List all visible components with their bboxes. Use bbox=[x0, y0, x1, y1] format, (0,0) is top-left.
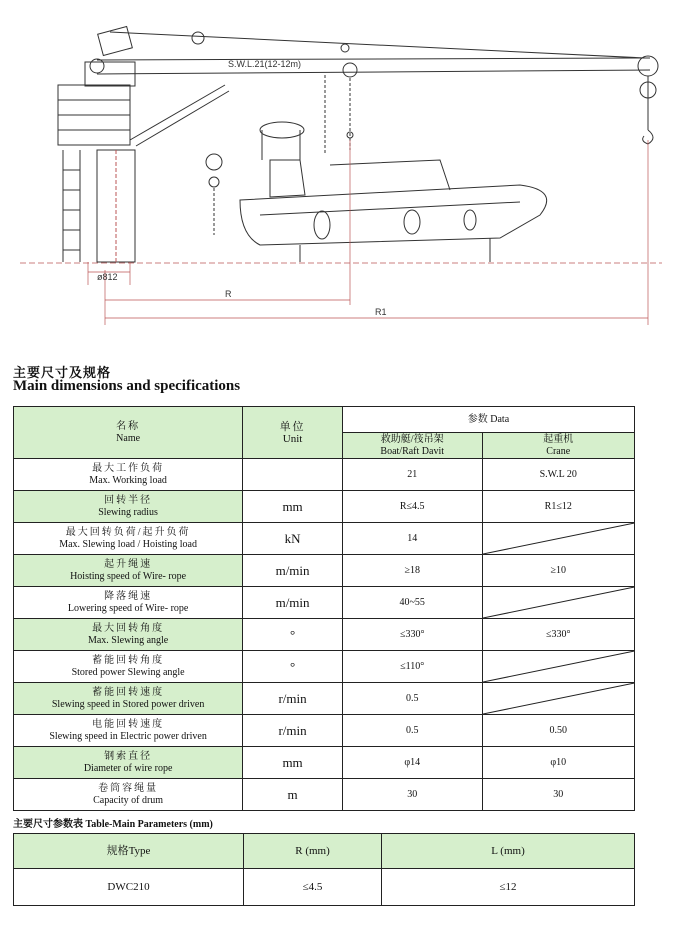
spec-crane-value: φ10 bbox=[482, 747, 635, 779]
spec-crane-empty bbox=[482, 587, 635, 619]
spec-name: 蓄能回转速度 Slewing speed in Stored power driven bbox=[14, 683, 243, 715]
spec-unit: r/min bbox=[243, 683, 343, 715]
spec-crane-value: 30 bbox=[482, 779, 635, 811]
spec-crane-empty bbox=[482, 683, 635, 715]
spec-unit: m bbox=[243, 779, 343, 811]
spec-boat-value: ≤330° bbox=[342, 619, 482, 651]
dimension-r1-label: R1 bbox=[375, 307, 387, 317]
diagonal-strike bbox=[483, 651, 635, 682]
spec-row bbox=[14, 459, 635, 491]
spec-crane-value: S.W.L 20 bbox=[482, 459, 635, 491]
spec-name: 蓄能回转角度 Stored power Slewing angle bbox=[14, 651, 243, 683]
spec-name: 钢索直径 Diameter of wire rope bbox=[14, 747, 243, 779]
header-crane: 起重机 Crane bbox=[482, 433, 635, 459]
params-cell-r: ≤4.5 bbox=[244, 869, 382, 906]
params-cell-type: DWC210 bbox=[14, 869, 244, 906]
diagonal-strike bbox=[483, 683, 635, 714]
spec-name: 回转半径 Slewing radius bbox=[14, 491, 243, 523]
spec-row bbox=[14, 619, 635, 651]
spec-row bbox=[14, 747, 635, 779]
spec-crane-value: 0.50 bbox=[482, 715, 635, 747]
main-parameters-table bbox=[13, 833, 635, 906]
spec-unit: m/min bbox=[243, 587, 343, 619]
spec-boat-value: 0.5 bbox=[342, 683, 482, 715]
spec-name: 卷筒容绳量 Capacity of drum bbox=[14, 779, 243, 811]
spec-boat-value: 14 bbox=[342, 523, 482, 555]
spec-unit: mm bbox=[243, 491, 343, 523]
header-unit: 单位 Unit bbox=[243, 407, 343, 459]
spec-row bbox=[14, 523, 635, 555]
spec-row bbox=[14, 651, 635, 683]
header-name: 名称 Name bbox=[14, 407, 243, 459]
spec-boat-value: R≤4.5 bbox=[342, 491, 482, 523]
dimension-r-label: R bbox=[225, 289, 232, 299]
spec-unit: r/min bbox=[243, 715, 343, 747]
params-header-l: L (mm) bbox=[382, 834, 635, 869]
spec-boat-value: 21 bbox=[342, 459, 482, 491]
spec-boat-value: 0.5 bbox=[342, 715, 482, 747]
specifications-table bbox=[13, 406, 635, 811]
spec-name: 最大回转负荷/起升负荷 Max. Slewing load / Hoisting load bbox=[14, 523, 243, 555]
spec-unit: mm bbox=[243, 747, 343, 779]
params-header-type: 规格Type bbox=[14, 834, 244, 869]
spec-boat-value: 40~55 bbox=[342, 587, 482, 619]
diagonal-strike bbox=[483, 523, 635, 554]
spec-crane-value: ≥10 bbox=[482, 555, 635, 587]
spec-boat-value: ≥18 bbox=[342, 555, 482, 587]
spec-name: 最大工作负荷 Max. Working load bbox=[14, 459, 243, 491]
spec-boat-value: 30 bbox=[342, 779, 482, 811]
spec-crane-empty bbox=[482, 651, 635, 683]
header-data: 参数 Data bbox=[342, 407, 634, 433]
spec-row bbox=[14, 715, 635, 747]
spec-unit: ° bbox=[243, 619, 343, 651]
section-heading-en: Main dimensions and specifications bbox=[13, 378, 241, 394]
spec-boat-value: ≤110° bbox=[342, 651, 482, 683]
params-cell-l: ≤12 bbox=[382, 869, 635, 906]
spec-row bbox=[14, 779, 635, 811]
params-heading: 主要尺寸参数表 Table-Main Parameters (mm) bbox=[13, 819, 213, 830]
spec-crane-value: R1≤12 bbox=[482, 491, 635, 523]
spec-crane-value: ≤330° bbox=[482, 619, 635, 651]
spec-row bbox=[14, 555, 635, 587]
header-boat-davit: 救助艇/筏吊架 Boat/Raft Davit bbox=[342, 433, 482, 459]
spec-unit: m/min bbox=[243, 555, 343, 587]
dimension-base-label: ø812 bbox=[97, 272, 118, 282]
spec-unit: ° bbox=[243, 651, 343, 683]
spec-row bbox=[14, 587, 635, 619]
spec-name: 电能回转速度 Slewing speed in Electric power driven bbox=[14, 715, 243, 747]
spec-row bbox=[14, 683, 635, 715]
spec-name: 降落绳速 Lowering speed of Wire- rope bbox=[14, 587, 243, 619]
swl-label: S.W.L.21(12-12m) bbox=[228, 59, 302, 69]
spec-name: 最大回转角度 Max. Slewing angle bbox=[14, 619, 243, 651]
spec-unit bbox=[243, 459, 343, 491]
params-header-r: R (mm) bbox=[244, 834, 382, 869]
spec-unit: kN bbox=[243, 523, 343, 555]
spec-crane-empty bbox=[482, 523, 635, 555]
spec-row bbox=[14, 491, 635, 523]
section-heading-cn: 主要尺寸及规格 bbox=[13, 365, 112, 380]
spec-name: 起升绳速 Hoisting speed of Wire- rope bbox=[14, 555, 243, 587]
diagonal-strike bbox=[483, 587, 635, 618]
davit-crane-drawing bbox=[0, 0, 680, 330]
spec-boat-value: φ14 bbox=[342, 747, 482, 779]
